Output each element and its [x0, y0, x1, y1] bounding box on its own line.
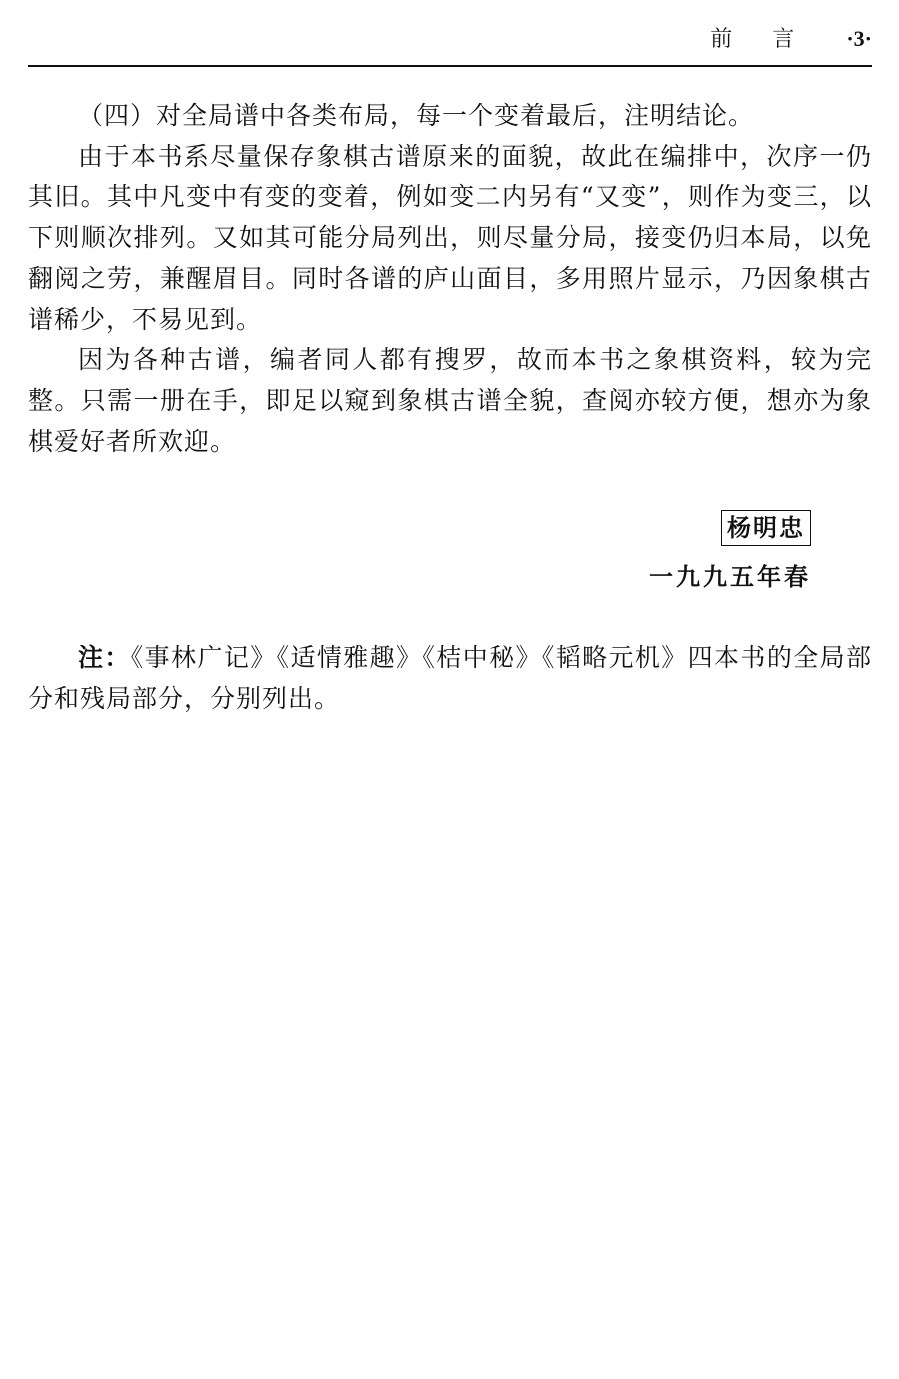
header-rule	[28, 65, 872, 67]
section-title: 前言	[710, 27, 835, 52]
paragraph-completeness: 因为各种古谱，编者同人都有搜罗，故而本书之象棋资料，较为完整。只需一册在手，即足以窥到象棋古谱全貌，查阅亦较方便，想亦为象棋爱好者所欢迎。	[28, 345, 872, 456]
running-header	[28, 24, 872, 54]
note-label: 注：	[78, 643, 131, 672]
paragraph-arrangement: 由于本书系尽量保存象棋古谱原来的面貌，故此在编排中，次序一仍其旧。其中凡变中有变的变着，例如变二内另有“又变”，则作为变三，以下则顺次排列。又如其可能分局列出，则尽量分局，接变仍归本局，以免翻阅之劳，兼醒眉目。同时各谱的庐山面目，多用照片显示，乃因象棋古谱稀少，不易见到。	[28, 141, 872, 334]
signature-block	[649, 510, 811, 592]
note-text: 《事林广记》《适情雅趣》《桔中秘》《韬略元机》四本书的全局部分和残局部分，分别列出。	[28, 643, 872, 713]
footnote	[28, 638, 872, 719]
main-text	[28, 96, 872, 462]
signature-date: 一九九五年春	[649, 563, 811, 591]
page-number: ·3·	[846, 26, 872, 51]
paragraph-item-four: （四）对全局谱中各类布局，每一个变着最后，注明结论。	[78, 101, 755, 130]
author-name: 杨明忠	[721, 510, 811, 546]
